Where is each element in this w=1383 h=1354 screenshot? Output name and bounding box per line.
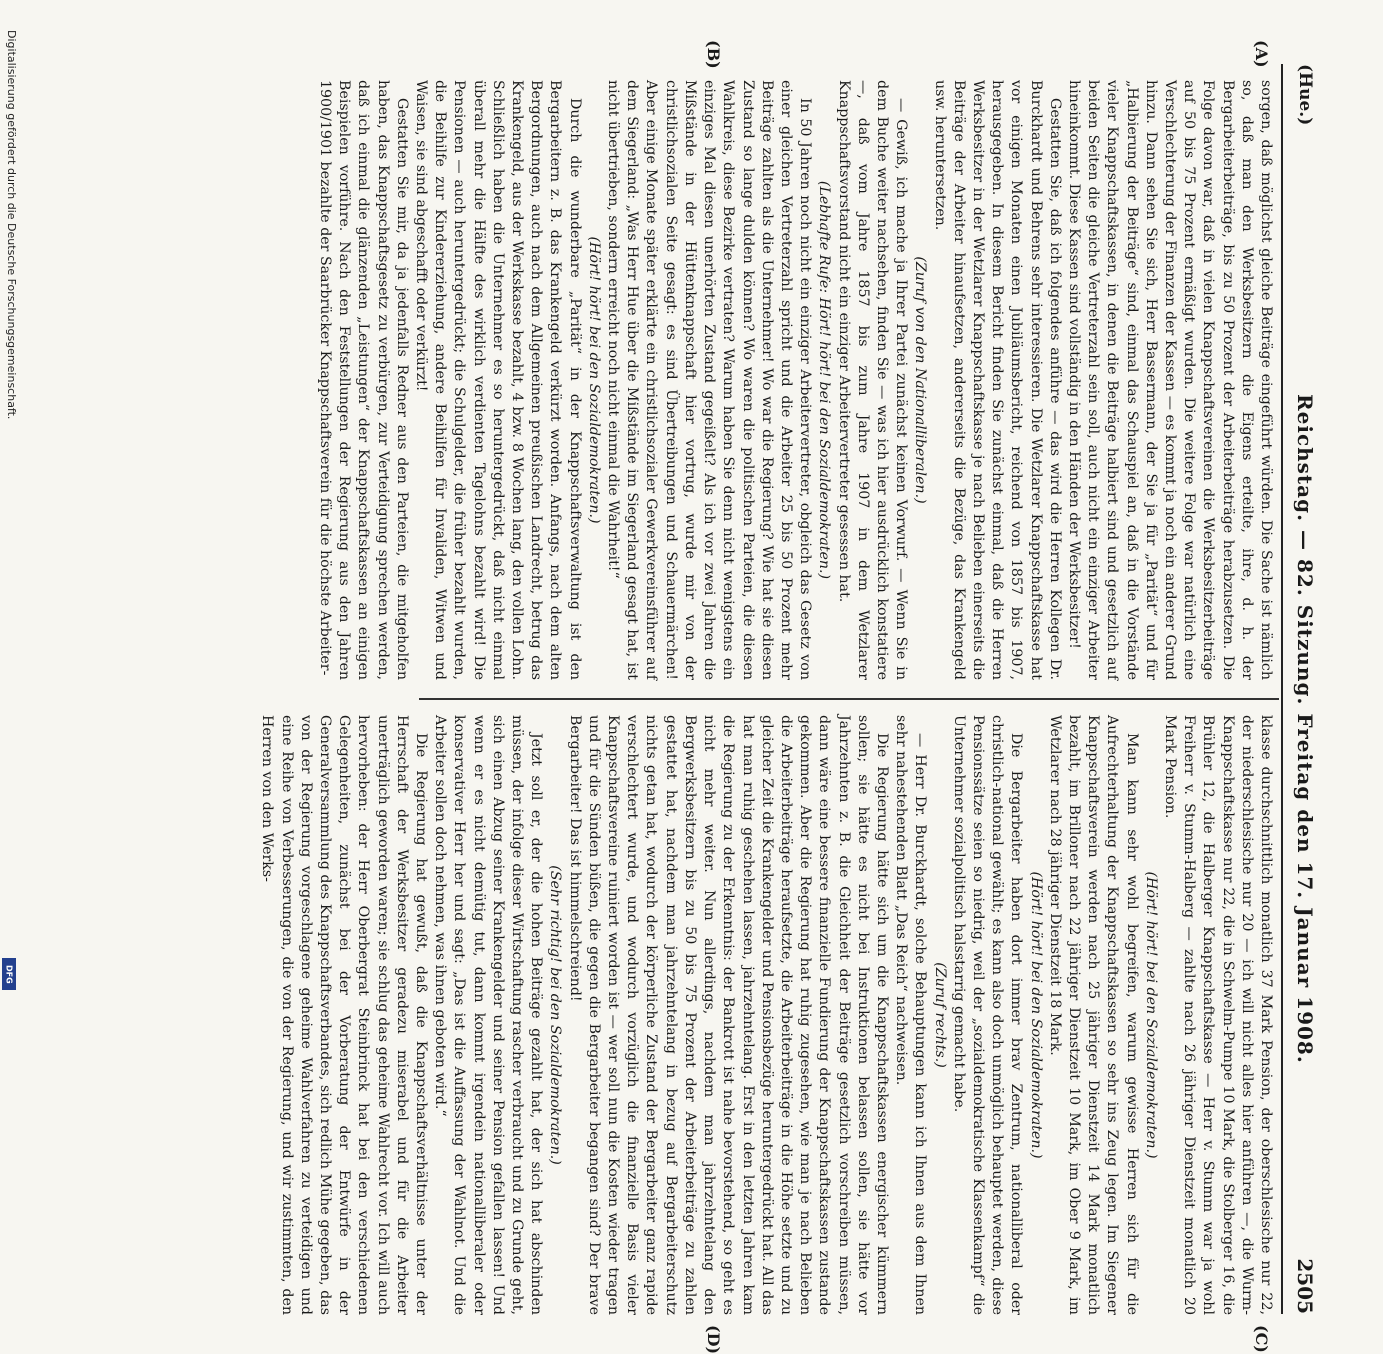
column-divider [419, 698, 1279, 700]
interjection: (Hört! hört! bei den Sozialdemokraten.) [585, 236, 602, 524]
paragraph: In 50 Jahren noch nicht ein einziger Arbeitervertreter, obgleich das Gesetz von einer gleichen Vertreterzahl spricht und die Arbeiter 25 bis 50 Prozent mehr Beiträge zahlten als die Unternehmer! Wo war die Regierung? Wie hat sie diesen Zustand so lange dulden können? Wo waren die politischen Parteien, die diesen Wahlkreis, diese Bezirke vertraten? Warum haben Sie denn nicht wenigstens ein einziges Mal diesen unerhörten Zustand gegeißelt? Als ich vor zwei Jahren die Mißstände in der Hüttenknappschaft hier vortrug, wurde mir von der christlichsozialen Seite gesagt: es sind Übertreibungen und Schauermärchen! Aber einige Monate später erklärte ein christlichsozialer Gewerkvereinsführer auf dem Siegerland: „Was Herr Hue über die Mißstände im Siegerland gesagt hat, ist nicht übertrieben, sondern erreicht noch nicht einmal die Wahrheit!“ [605, 80, 814, 680]
interjection: (Lebhafte Rufe: Hört! hört! bei den Sozialdemokraten.) [816, 180, 833, 580]
page-header [1283, 64, 1323, 1314]
paragraph: Die Regierung hätte sich um die Knappschaftskassen energischer kümmern sollen; sie hätte es nicht bei Instruktionen belassen sollen, sie hätte vor Jahrzehnten z. B. die Gleichheit der Beiträge gesetzlich vorschreiben müssen, dann wäre eine bessere finanzielle Fundierung der Knappschaftskassen zustande gekommen. Aber die Regierung hat ruhig zugesehen, wie man je nach Belieben die Arbeiterbeiträge heraufsetzte, die Arbeiterbeiträge in die Höhe setzte und zu gleicher Zeit die Krankengelder und Pensionsbezüge heruntergedrückt hat. All das hat man ruhig geschehen lassen, jahrzehntelang. Erst in den letzten Jahren kam die Regierung zu der Erkenntnis: der Bankrott ist nahe bevorstehend, so geht es nicht mehr weiter. Nun allerdings, nachdem man jahrzehntelang den Bergwerksbesitzern bis zu 50 bis 75 Prozent der Arbeiterbeiträge zu zahlen gestattet hat, nachdem man jahrzehntelang in bezug auf Bergarbeiterschutz nichts getan hat, wodurch der körperliche Zustand der Bergarbeiter ganz rapide verschlechtert wurde, und wodurch vorzüglich die finanzielle Basis vieler Knappschaftsvereine ruiniert worden ist — wer soll nun die Kosten wieder tragen und für die Sünden büßen, die gegen die Bergarbeiter begangen sind? Der brave Bergarbeiter! Das ist himmelschreiend! [566, 715, 890, 1315]
digitization-credit [4, 20, 20, 980]
speaker-label: (Hue.) [1295, 64, 1315, 126]
paragraph: — Gewiß, ich mache ja Ihrer Partei zunächst keinen Vorwurf. — Wenn Sie in dem Buche weiter nachsehen, finden Sie — was ich hier ausdrücklich konstatiere —, daß vom Jahre 1857 bis zum Jahre 1907 in dem Wetzlarer Knappschaftsvorstand nicht ein einziger Arbeitervertreter gesessen hat. [835, 80, 910, 680]
margin-marker-d: (D) [704, 1325, 723, 1354]
paragraph: Durch die wunderbare „Parität“ in der Knappschaftsverwaltung ist den Bergarbeitern z. B. das Krankengeld verkürzt worden. Anfangs, nach dem alten Bergordnungen, auch nach dem Allgemeinen preußischen Landrecht, betrug das Krankengeld, aus der Werkskasse bezahlt, 4 bzw. 8 Wochen lang, den vollen Lohn. Schließlich haben die Unternehmer es so heruntergedrückt, daß nicht einmal überall mehr die Hälfte des wirklich verdienten Tagelohns bezahlt wird! Die Pensionen — auch heruntergedrückt; die Schulgelder, die früher bezahlt wurden, die Beihilfe zur Kindererziehung, andere Beihilfen für Invaliden, Witwen und Waisen, sie sind abgeschafft oder verkürzt! [413, 80, 583, 680]
margin-marker-b: (B) [704, 40, 723, 69]
session-title: Reichstag. — 82. Sitzung. Freitag den 17. Januar 1908. [1293, 394, 1317, 1064]
margin-marker-c: (C) [1252, 1325, 1271, 1353]
interjection: (Hört! hört! bei den Sozialdemokraten.) [1142, 871, 1159, 1159]
paragraph: — Herr Dr. Burckhardt, solche Behauptungen kann ich Ihnen aus dem Ihnen sehr nahestehenden Blatt „Das Reich“ nachweisen. [893, 715, 929, 1315]
interjection: (Hört! hört! bei den Sozialdemokraten.) [1027, 871, 1044, 1159]
paragraph: Man kann sehr wohl begreifen, warum gewisse Herren sich für die Aufrechterhaltung der Knappschaftskassen so sehr ins Zeug legen. Im Siegener Knappschaftsverein werden nach 25 jähriger Dienstzeit 14 Mark monatlich bezahlt, im Brilloner nach 22 jähriger Dienstzeit 10 Mark, im Ober 9 Mark, im Wetzlarer nach 28 jähriger Dienstzeit 18 Mark. [1046, 715, 1140, 1315]
right-text-column [259, 715, 1275, 1315]
paragraph: Gestatten Sie, daß ich folgendes anführe — das wird die Herren Kollegen Dr. Burckhardt und Behrens sehr interessieren. Die Wetzlarer Knappschaftskasse hat vor einigen Monaten einen Jubiläumsbericht, reichend von 1857 bis 1907, herausgegeben. In diesem Bericht finden Sie zunächst einmal, daß die Herren Werksbesitzer in der Wetzlarer Knappschaftskasse je nach Belieben einerseits die Beiträge der Arbeiter hinaufsetzen, andererseits die Bezüge, das Krankengeld usw. heruntersetzen. [931, 80, 1063, 680]
paragraph: Gestatten Sie mir, da ja jedenfalls Redner aus den Parteien, die mitgeholfen haben, das Knappschaftsgesetz zu verbürgen, zur Verteidigung sprechen werden, daß ich einmal die glänzenden „Leistungen“ der Knappschaftskassen an einigen Beispielen vorführe. Nach den Feststellungen der Regierung aus den Jahren 1900/1901 bezahlte der Saarbrücker Knappschaftsverein für die höchste Arbeiter- [317, 80, 410, 680]
interjection: (Zuruf von den Nationalliberalen.) [912, 256, 929, 504]
paragraph: Jetzt soll er, der die hohen Beiträge gezahlt hat, der sich hat abschinden müssen, der infolge dieser Wirtschaftung rascher verbraucht und zu Grunde geht, sich einen Abzug seiner Krankengelder und seiner Pension gefallen lassen! Und wenn er es nicht demütig tut, dann kommt irgendein nationalliberaler oder konservativer Herr her und sagt: „Das ist die Auffassung der Wahlnot. Und die Arbeiter sollen doch nehmen, was ihnen geboten wird.“ [432, 715, 545, 1315]
page-number: 2505 [1293, 1258, 1317, 1314]
header-rule [1281, 64, 1283, 1314]
paragraph: Die Regierung hat gewußt, daß die Knappschaftsverhältnisse unter der Herrschaft der Werksbesitzer geradezu miserabel und für die Arbeiter unerträglich geworden waren; sie schlug das geheime Wahlrecht vor. Ich will auch hervorheben: der Herr Oberbergrat Steinbrinck hat bei den verschiedenen Gelegenheiten, zunächst bei der Vorberatung der Entwürfe in der Generalversammlung des Knappschaftsverbandes, sich redlich Mühe gegeben, das von der Regierung vorgeschlagene geheime Wahlverfahren zu verteidigen und eine Reihe von Verbesserungen, die von der Regierung, und wir zustimmten, den Herren von den Werks- [259, 715, 430, 1315]
paragraph: sorgen, daß möglichst gleiche Beiträge eingeführt würden. Die Sache ist nämlich so, daß man den Werksbesitzern die Eigens erteilte, ihre, d. h. der Bergarbeiterbeiträge, bis zu 50 Prozent der Arbeiterbeiträge herabzusetzen. Die Folge davon war, daß in vielen Knappschaftsvereinen die Werksbesitzerbeiträge auf 50 bis 75 Prozent ermäßigt wurden. Die weitere Folge war natürlich eine Verschlechterung der Finanzen der Kassen — es kommt ja noch ein anderer Grund hinzu. Dann sehen Sie sich, Herr Bassermann, der Sie ja für „Parität“ und für „Halbierung der Beiträge“ sind, einmal das Schauspiel an, daß in die Vorstände vieler Knappschaftskassen, in denen die Beiträge halbiert sind und gesetzlich auf beiden Seiten die gleiche Vertreterzahl sein soll, auch nicht ein einziger Arbeiter hineinkommt. Diese Kassen sind vollständig in den Händen der Werksbesitzer! [1065, 80, 1274, 680]
paragraph: klasse durchschnittlich monatlich 37 Mark Pension, der oberschlesische nur 22, der niederschlesische nur 20 — ich will nicht alles hier anführen —, die Wurm-Knappschaftskasse nur 22, die in Schwelm-Pumpe 10 Mark, die Stolberger 16, die Brühler 12, die Halberger Knappschaftskasse — Herr v. Stumm war ja wohl Freiherr v. Stumm-Halberg — zahlte nach 26 jähriger Dienstzeit monatlich 20 Mark Pension. [1161, 715, 1274, 1315]
paragraph: Die Bergarbeiter haben dort immer brav Zentrum, nationalliberal oder christlich-national gewählt; es kann also doch unmöglich behauptet werden, diese Pensionssätze seien so niedrig, weil der „sozialdemokratische Klassenkampf“ die Unternehmer sozialpolitisch halsstarrig gemacht habe. [950, 715, 1025, 1315]
interjection: (Zuruf rechts.) [931, 962, 948, 1068]
left-text-column [317, 80, 1275, 680]
interjection: (Sehr richtig! bei den Sozialdemokraten.) [547, 865, 564, 1165]
margin-marker-a: (A) [1252, 40, 1271, 68]
credit-text: Digitalisierung gefördert durch die Deutsche Forschungsgemeinschaft. [5, 30, 18, 420]
dfg-logo: DFG [2, 958, 16, 990]
